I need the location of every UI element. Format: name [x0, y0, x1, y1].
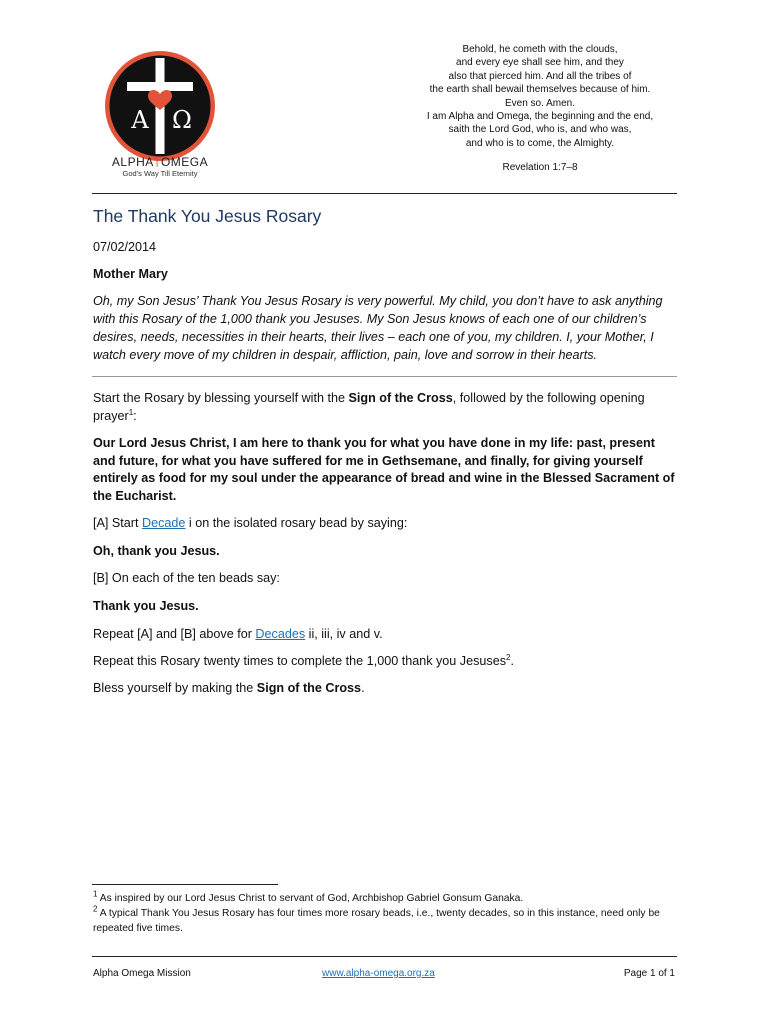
bless-text: Bless yourself by making the	[93, 681, 257, 695]
bless-text-end: .	[361, 681, 365, 695]
footnote-mark: 1	[93, 889, 98, 899]
footnote-1	[93, 889, 683, 907]
step-a-prayer: Oh, thank you Jesus.	[93, 544, 220, 558]
brand-name-left: ALPHA	[111, 155, 154, 169]
verse-reference: Revelation 1:7–8	[502, 162, 578, 174]
document-title: The Thank You Jesus Rosary	[93, 206, 322, 226]
twenty-times-text: Repeat this Rosary twenty times to complete the 1,000 thank you Jesuses	[93, 654, 507, 668]
repeat-instruction	[93, 626, 675, 644]
start-instruction	[93, 390, 675, 425]
message-speaker: Mother Mary	[93, 267, 168, 281]
message-text: Oh, my Son Jesus’ Thank You Jesus Rosary is very powerful. My child, you don’t have to ask anything with this Rosary of the 1,000 thank you Jesuses. My Son Jesus knows of each one of our children’s desires, needs, necessities in their hearts, their lives – each one of you, my children. I, your Mother, I watch every move of my children in despair, affliction, pain, love and sorrow in their hearts.	[93, 294, 663, 362]
verse-line: and who is to come, the Almighty.	[465, 137, 615, 149]
footnote-2	[93, 904, 683, 937]
opening-prayer: Our Lord Jesus Christ, I am here to thank you for what you have done in my life: past, present and future, for what you have suffered for me in Gethsemane, and finally, for giving yourself entirely as food for my soul under the appearance of bread and wine in the Blessed Sacrament of the Eucharist.	[93, 436, 675, 503]
verse-line: also that pierced him. And all the tribes of	[448, 70, 632, 82]
sign-of-cross-text: Sign of the Cross	[256, 681, 362, 695]
sign-of-cross-text: Sign of the Cross	[348, 391, 453, 405]
verse-line: Even so. Amen.	[504, 97, 576, 109]
bless-instruction	[93, 680, 675, 698]
alpha-glyph: A	[131, 106, 149, 134]
footnote-ref-1[interactable]: 1	[128, 407, 134, 417]
brand-block	[84, 155, 236, 179]
start-text: Start the Rosary by blessing yourself with the	[93, 391, 349, 405]
document-date: 07/02/2014	[93, 240, 157, 254]
footnote-text: A typical Thank You Jesus Rosary has four times more rosary beads, i.e., twenty decades, so in this instance, need only be repeated five times.	[93, 907, 660, 934]
verse-line: Behold, he cometh with the clouds,	[462, 44, 618, 55]
start-text-continued: , followed by the following opening prayer	[93, 391, 645, 423]
step-a-text-continued: i on the isolated rosary bead by saying:	[185, 516, 408, 530]
twenty-times-end: .	[510, 654, 514, 668]
verse-line: and every eye shall see him, and they	[456, 57, 624, 69]
footer-divider	[92, 956, 677, 957]
verse-line: saith the Lord God, who is, and who was,	[448, 124, 632, 136]
footnote-mark: 2	[93, 904, 98, 914]
small-cross-icon: †	[153, 155, 161, 169]
header-verse	[400, 43, 680, 175]
verse-line: the earth shall bewail themselves because of him.	[429, 84, 651, 96]
repeat-text-continued: ii, iii, iv and v.	[305, 627, 383, 641]
brand-tagline: God's Way Till Eternity	[122, 169, 198, 178]
brand-name-right: OMEGA	[160, 155, 209, 169]
twenty-times-instruction	[93, 653, 675, 671]
footnote-text: As inspired by our Lord Jesus Christ to servant of God, Archbishop Gabriel Gonsum Ganaka.	[97, 893, 524, 904]
step-a-text: [A] Start	[93, 516, 142, 530]
footer-page-number: Page 1 of 1	[623, 968, 675, 979]
decades-link[interactable]: Decades	[255, 627, 306, 641]
omega-glyph: Ω	[172, 106, 192, 134]
step-b-instruction: [B] On each of the ten beads say:	[93, 571, 280, 585]
decade-link[interactable]: Decade	[142, 516, 186, 530]
brand-name	[84, 155, 236, 169]
repeat-text: Repeat [A] and [B] above for	[93, 627, 256, 641]
alpha-omega-logo	[104, 50, 216, 162]
footnote-separator	[92, 884, 278, 885]
start-text-end: :	[133, 408, 137, 423]
footer-website-link[interactable]: www.alpha-omega.org.za	[322, 968, 435, 979]
header-divider	[92, 193, 677, 194]
footer-organization: Alpha Omega Mission	[93, 968, 191, 979]
footnote-ref-2[interactable]: 2	[506, 652, 511, 662]
verse-line: I am Alpha and Omega, the beginning and the end,	[426, 111, 654, 123]
footnotes	[93, 889, 683, 936]
section-divider	[92, 376, 677, 377]
step-b-prayer: Thank you Jesus.	[93, 599, 199, 613]
step-a-instruction	[93, 515, 675, 533]
